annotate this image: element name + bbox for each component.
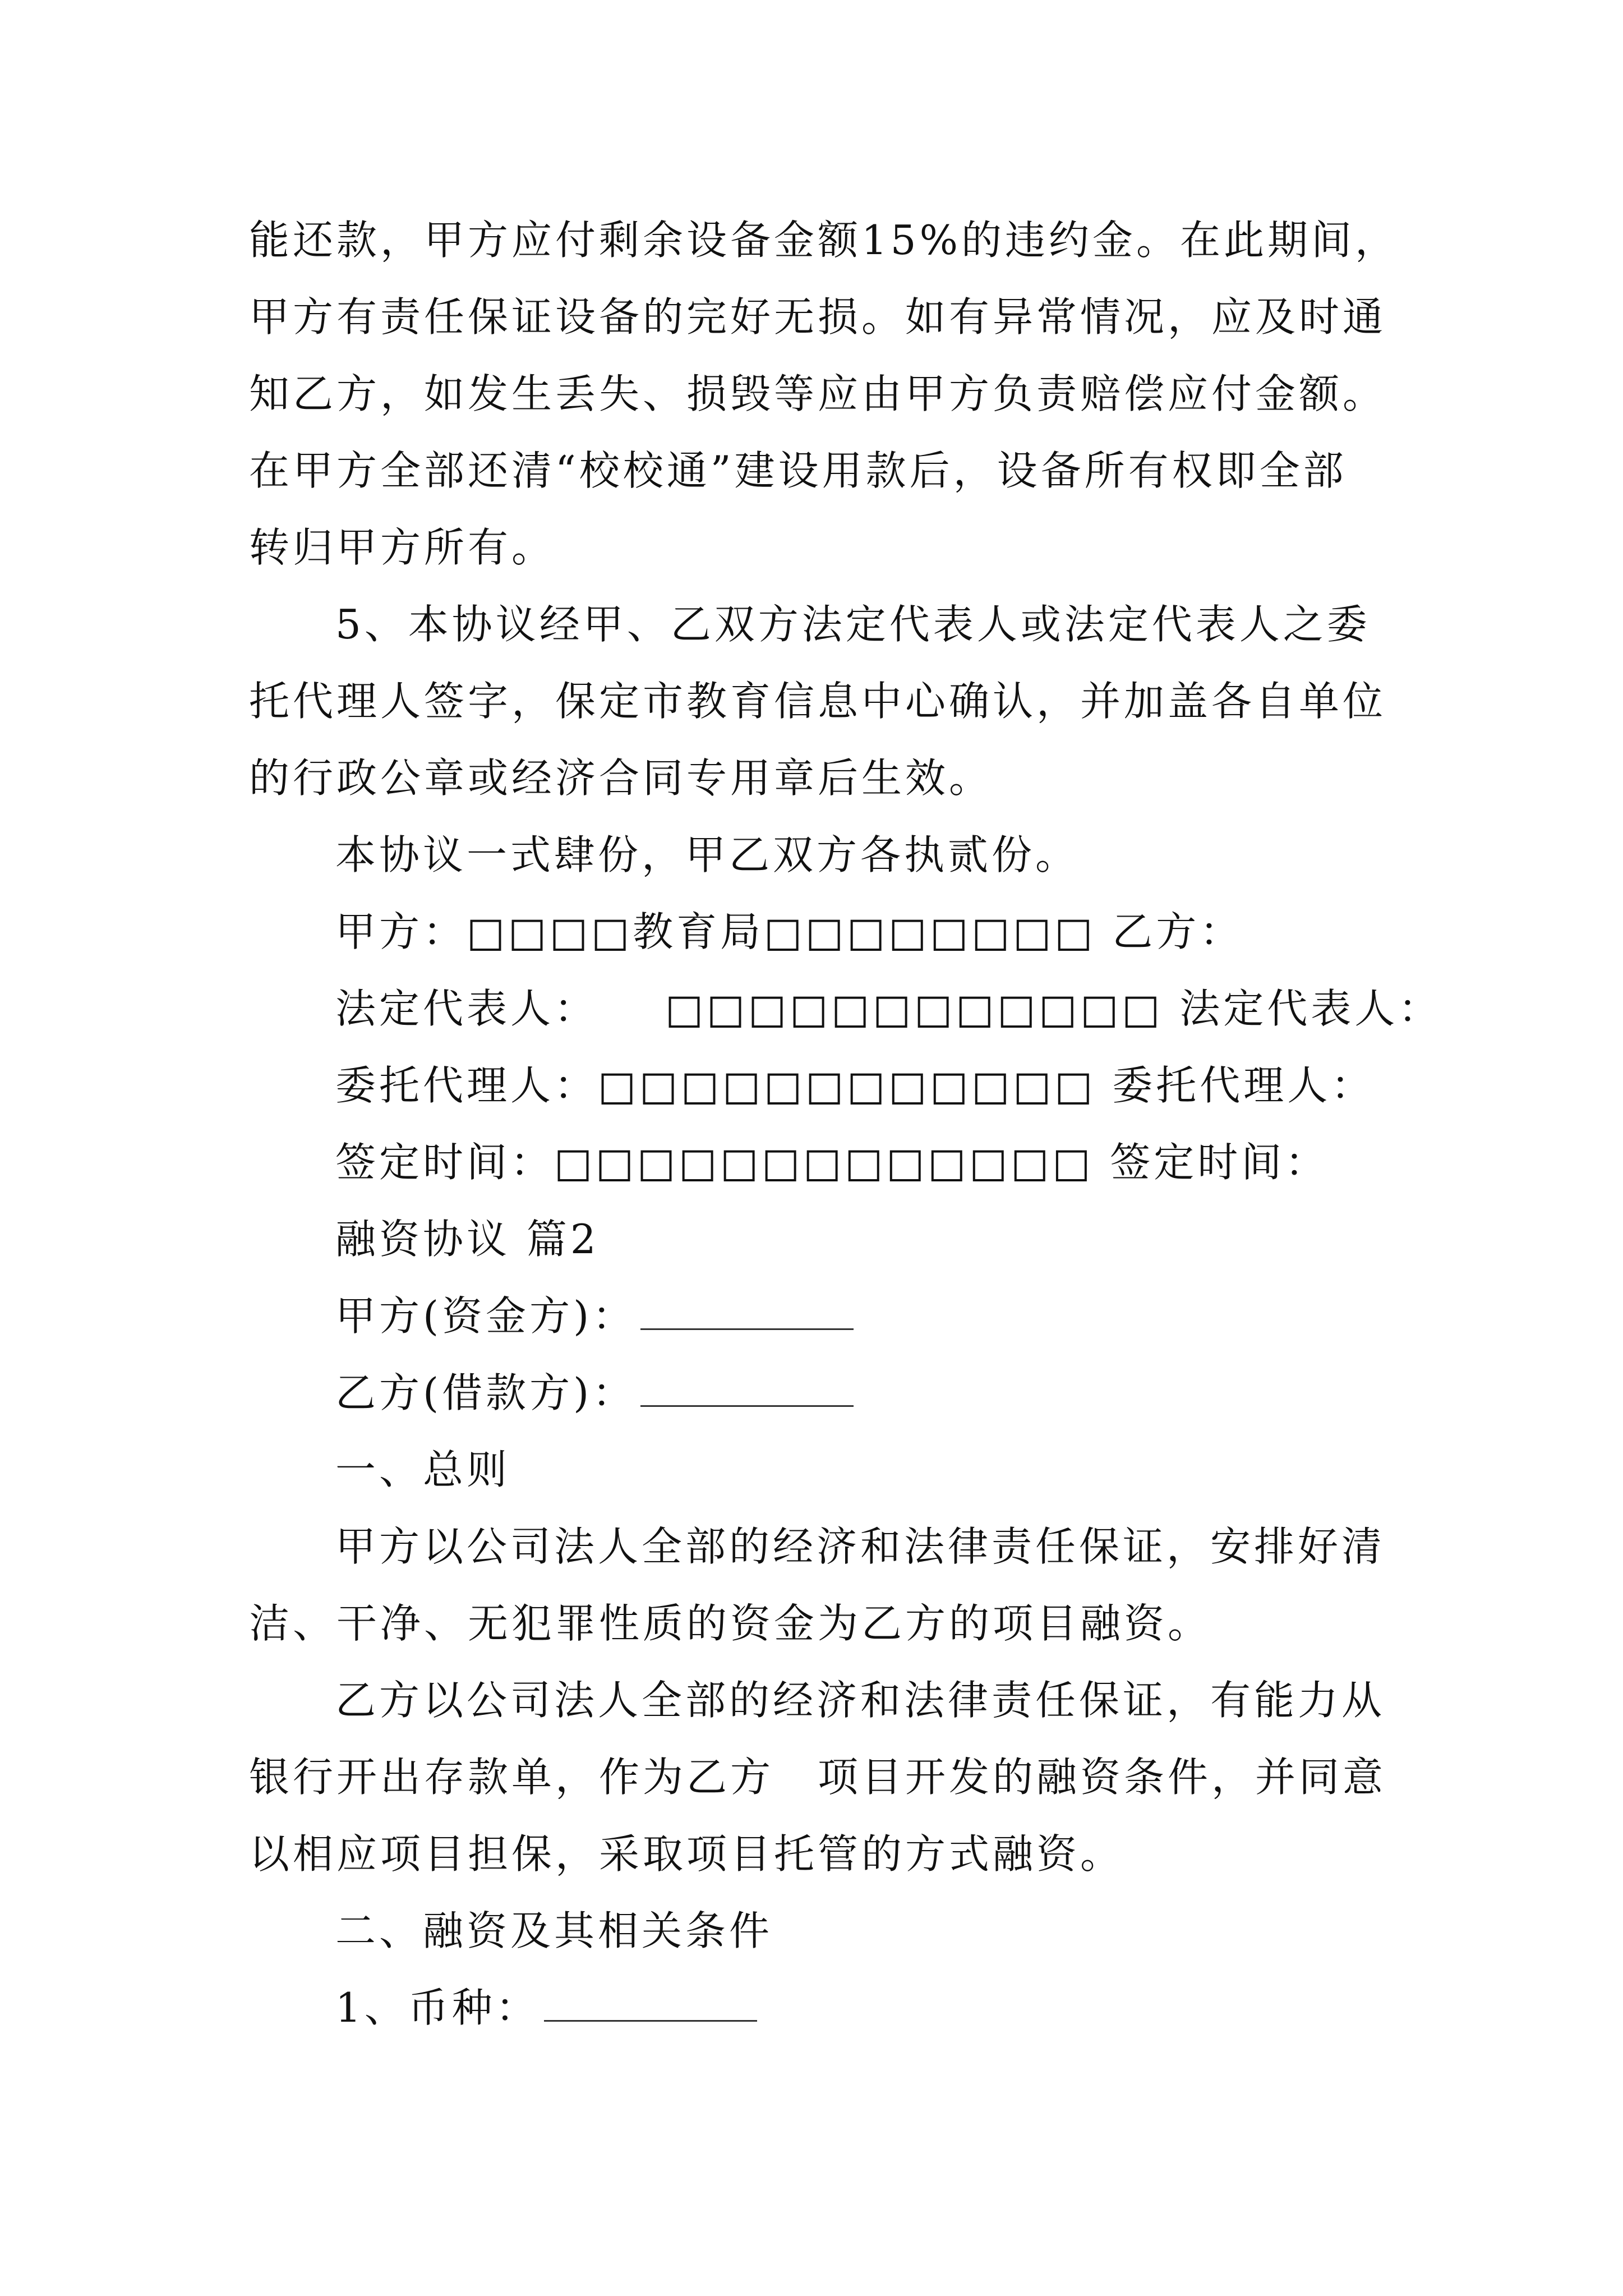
text-line: 甲方有责任保证设备的完好无损。如有异常情况，应及时通 — [249, 293, 1387, 341]
legal-rep-line: 法定代表人： □□□□□□□□□□□□ 法定代表人： — [335, 985, 1442, 1032]
party-b-borrower-label: 乙方(借款方)： — [335, 1369, 637, 1416]
text-line: 托代理人签字，保定市教育信息中心确认，并加盖各自单位 — [249, 678, 1387, 725]
text-line: 的行政公章或经济合同专用章后生效。 — [249, 754, 993, 802]
text-line: 洁、干净、无犯罪性质的资金为乙方的项目融资。 — [249, 1600, 1212, 1647]
party-a-funder-line — [335, 1288, 854, 1344]
heading-general: 一、总则 — [335, 1446, 511, 1493]
currency-blank — [544, 1981, 757, 2022]
party-b-borrower-blank — [640, 1366, 854, 1407]
sign-date-line: 签定时间：□□□□□□□□□□□□□ 签定时间： — [335, 1139, 1329, 1186]
section-title: 融资协议 篇2 — [335, 1216, 600, 1263]
text-line: 在甲方全部还清“校校通”建设用款后，设备所有权即全部 — [249, 447, 1347, 494]
agent-line: 委托代理人：□□□□□□□□□□□□ 委托代理人： — [335, 1062, 1375, 1109]
text-line: 本协议一式肆份，甲乙双方各执贰份。 — [335, 831, 1080, 878]
text-line: 转归甲方所有。 — [249, 524, 556, 571]
heading-financing: 二、融资及其相关条件 — [335, 1907, 773, 1954]
currency-line — [335, 1980, 757, 2036]
text-line: 银行开出存款单，作为乙方 项目开发的融资条件，并同意 — [249, 1754, 1387, 1801]
party-b-borrower-line — [335, 1365, 854, 1421]
text-line: 知乙方，如发生丢失、损毁等应由甲方负责赔偿应付金额。 — [249, 370, 1387, 417]
text-line: 能还款，甲方应付剩余设备金额15%的违约金。在此期间， — [249, 217, 1399, 264]
text-line: 5、本协议经甲、乙双方法定代表人或法定代表人之委 — [335, 601, 1371, 648]
text-line: 乙方以公司法人全部的经济和法律责任保证，有能力从 — [335, 1677, 1386, 1724]
currency-label: 1、币种： — [335, 1984, 540, 2031]
party-a-funder-blank — [640, 1289, 854, 1330]
party-a-funder-label: 甲方(资金方)： — [335, 1292, 637, 1340]
party-a-line: 甲方：□□□□教育局□□□□□□□□ 乙方： — [335, 908, 1244, 955]
text-line: 甲方以公司法人全部的经济和法律责任保证，安排好清 — [335, 1523, 1386, 1570]
text-line: 以相应项目担保，采取项目托管的方式融资。 — [249, 1830, 1124, 1878]
